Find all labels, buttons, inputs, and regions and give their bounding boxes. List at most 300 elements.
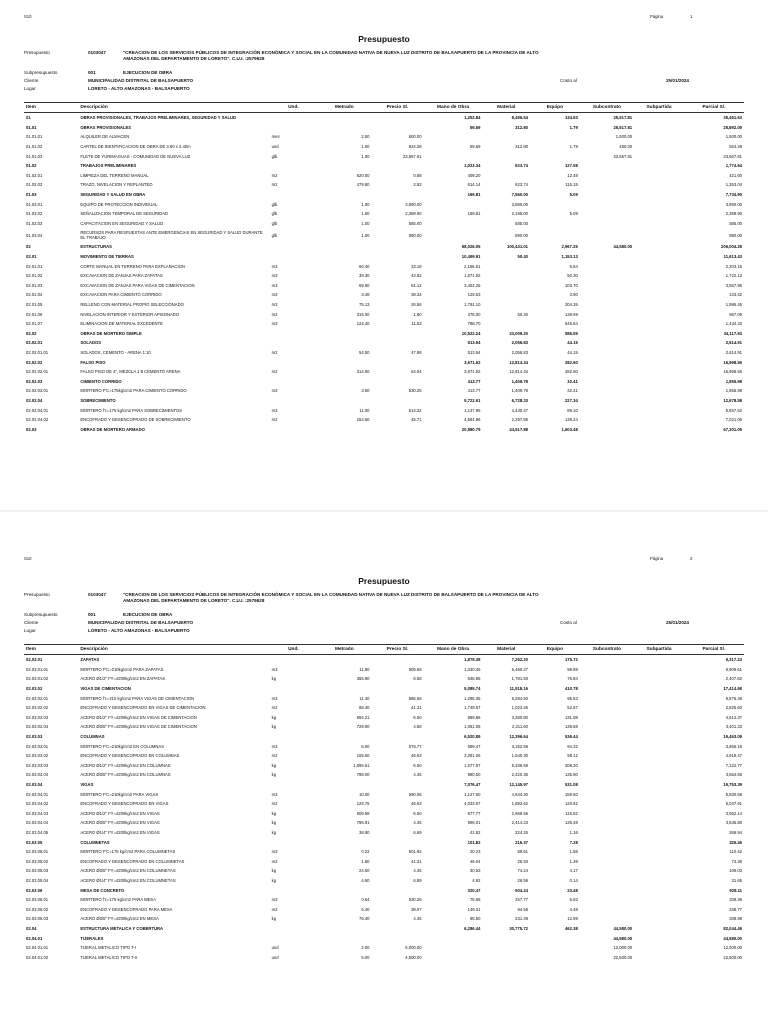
cell-pre: 501.92 — [408, 849, 422, 855]
cell-eq: 2,967.25 — [561, 244, 578, 250]
cell-par: 1,722.13 — [725, 273, 742, 279]
cell-met: 314.00 — [356, 369, 370, 375]
cell-desc: ZAPATAS — [80, 657, 100, 663]
cell-pre — [372, 655, 424, 665]
cell-sp — [634, 770, 684, 780]
cell-eq: 12.48 — [567, 172, 578, 178]
cell-und: und — [271, 954, 279, 960]
cell-mo: 413.77 — [467, 378, 481, 384]
cell-par: 3,865.18 — [725, 743, 742, 749]
cell-pre — [372, 424, 424, 434]
cell-mo: 95.50 — [469, 916, 481, 922]
cell-pre: 4.45 — [413, 820, 422, 826]
cell-item: 02.03.03 — [26, 734, 43, 740]
cell-eq: 76.84 — [567, 676, 578, 682]
cell-eq: 12.99 — [567, 916, 578, 922]
cell-mo: 1,252.84 — [464, 115, 481, 121]
cell-item: 02.03.01.01 — [26, 666, 49, 672]
cell-met: 0.22 — [361, 849, 370, 855]
cell-eq: 5.93 — [569, 897, 578, 903]
cell-par: 2,369.90 — [725, 211, 742, 217]
cell-pre — [372, 396, 424, 406]
costo-label: Costo al — [560, 78, 577, 83]
cell-und — [270, 190, 318, 200]
cell-sp — [634, 171, 684, 181]
cell-sp — [634, 895, 684, 905]
cell-item: 01.01.03 — [26, 153, 43, 159]
cell-met: 1.00 — [361, 220, 370, 226]
table-row — [24, 228, 744, 242]
cell-mat: 224.26 — [515, 829, 528, 835]
budget-code: 0103047 — [88, 50, 106, 55]
col-met: Metrado — [317, 645, 371, 655]
cell-mat — [482, 943, 530, 953]
cell-sp — [634, 328, 684, 338]
cell-met: 365.90 — [356, 676, 370, 682]
cell-sp — [634, 703, 684, 713]
cell-desc: CARTEL DE IDENTIFICACION DE OBRA DE 3.60 x 2.40m — [80, 144, 191, 150]
sub-code: 001 — [88, 70, 96, 75]
cell-met: 10.00 — [359, 791, 370, 797]
cliente-value: MUNICIPALIDAD DISTRITAL DE BALSAPUERTO — [88, 620, 194, 625]
cell-par: 7,122.77 — [725, 762, 742, 768]
table-row-subtotal — [24, 123, 744, 133]
cell-par: 11,613.43 — [723, 254, 742, 260]
cell-met — [317, 242, 371, 252]
cell-sp — [634, 219, 684, 229]
cell-item: 02.03.05.02 — [26, 858, 49, 864]
col-pre: Precio S/. — [372, 103, 424, 113]
table-row-subtotal — [24, 242, 744, 252]
cell-mat: 2,056.83 — [511, 340, 528, 346]
cell-mo: 2,196.51 — [464, 263, 481, 269]
cell-eq: 127.58 — [564, 163, 578, 169]
cell-eq: 6.64 — [569, 263, 578, 269]
cell-desc: SEÑALIZACION TEMPORAL DE SEGURIDAD — [80, 211, 169, 217]
cell-met: 1.00 — [361, 211, 370, 217]
cell-und: m3 — [271, 263, 278, 269]
cell-und: kg — [271, 762, 277, 768]
cell-pre: 4.68 — [413, 724, 422, 730]
cell-pre — [372, 837, 424, 847]
subpresupuesto-label: Subpresupuesto — [24, 70, 58, 75]
cell-mat: 12,814.34 — [509, 359, 528, 365]
table-row — [24, 309, 744, 319]
cell-eq: 89.10 — [567, 407, 578, 413]
cell-mo — [424, 943, 483, 953]
cell-eq: 115.82 — [565, 810, 578, 816]
cell-desc: MORTERO F'C=210kg/cm2 PARA VIGAS — [80, 791, 159, 797]
lugar-value: LORETO - ALTO AMAZONAS - BALSAPUERTO — [88, 86, 190, 91]
cell-sc — [580, 209, 634, 219]
table-row — [24, 828, 744, 838]
cell-pre — [372, 732, 424, 742]
cell-par: 74.36 — [731, 858, 742, 864]
cell-eq: 5.09 — [569, 192, 578, 198]
cell-pre: 4.45 — [413, 868, 422, 874]
cell-desc: SOBRECIMIENTO — [80, 397, 116, 403]
cell-item: 02.03.02.04 — [26, 724, 49, 730]
cell-met: 129.75 — [356, 801, 370, 807]
cell-pre — [372, 242, 424, 252]
cell-par: 34,117.93 — [723, 330, 742, 336]
cell-eq: 227.34 — [564, 397, 578, 403]
cell-sc — [580, 770, 634, 780]
table-row — [24, 300, 744, 310]
cell-pre: 530.25 — [408, 388, 422, 394]
cell-par: 12,678.58 — [723, 397, 742, 403]
cell-pre — [372, 684, 424, 694]
cell-pre — [372, 190, 424, 200]
cell-mo: 5,085.74 — [464, 686, 481, 692]
cell-eq: 1.16 — [569, 829, 578, 835]
cell-sc — [580, 837, 634, 847]
table-row — [24, 943, 744, 953]
cell-sp — [634, 348, 684, 358]
cell-und — [270, 924, 318, 934]
cell-sc — [580, 396, 634, 406]
cell-und: m2 — [271, 369, 278, 375]
cell-mo — [424, 952, 483, 962]
cell-met: 24.50 — [359, 868, 370, 874]
cell-met: 1.00 — [361, 232, 370, 238]
cell-par: 6,909.61 — [725, 666, 742, 672]
cell-par: 35,461.63 — [723, 115, 742, 121]
cell-sc — [580, 703, 634, 713]
cell-und: mes — [271, 134, 280, 140]
cell-und — [270, 242, 318, 252]
cell-desc: OBRAS DE MORTERO ARMADO — [80, 426, 145, 432]
cell-par: 16,968.56 — [723, 369, 742, 375]
cell-pre — [372, 113, 424, 123]
cell-sc — [580, 655, 634, 665]
cell-sc — [580, 665, 634, 675]
cell-desc: RELLENO CON MATERIAL PROPIO SELECCIONADO — [80, 301, 184, 307]
cliente-label: Cliente — [24, 620, 39, 625]
page-label: Página — [650, 14, 664, 19]
cell-sp — [634, 684, 684, 694]
cell-eq: 120.62 — [564, 801, 578, 807]
cell-sc — [580, 190, 634, 200]
cell-mat — [482, 290, 530, 300]
cell-sc: 450.00 — [619, 144, 633, 150]
table-row — [24, 799, 744, 809]
cell-met — [317, 424, 371, 434]
col-pre: Precio S/. — [372, 645, 424, 655]
cell-mat: 2,414.23 — [511, 820, 528, 826]
cell-desc: LIMPIEZA DEL TERRENO MANUAL — [80, 172, 149, 178]
cell-eq — [530, 199, 580, 209]
cell-sc — [580, 684, 634, 694]
col-desc: Descripción — [78, 645, 269, 655]
cell-sc — [580, 290, 634, 300]
cell-item: 02.03.04.04 — [26, 820, 49, 826]
cell-mat: 11,918.16 — [509, 686, 528, 692]
budget-table — [24, 644, 744, 962]
cell-par: 1,434.33 — [725, 321, 742, 327]
cell-sp — [634, 655, 684, 665]
table-row — [24, 818, 744, 828]
cell-met — [317, 933, 371, 943]
cell-sp — [634, 290, 684, 300]
cell-pre: 4.45 — [413, 916, 422, 922]
cell-desc: TIJERALES — [80, 935, 104, 941]
cell-mo: 20.23 — [469, 849, 481, 855]
cell-desc: TIJERAL METALICO TIPO T-II — [80, 954, 138, 960]
cell-sp — [634, 396, 684, 406]
cell-mo: 1,023.34 — [464, 163, 481, 169]
cell-item: 02.03.03.02 — [26, 753, 49, 759]
col-par: Parcial S/. — [684, 103, 744, 113]
cell-met — [317, 252, 371, 262]
cell-eq: 98.12 — [567, 753, 578, 759]
cell-item: 02.02.01 — [26, 340, 43, 346]
cell-und: m3 — [271, 743, 278, 749]
table-row — [24, 674, 744, 684]
cell-pre: 6.50 — [413, 762, 422, 768]
cell-met: 69.60 — [359, 282, 370, 288]
page-title: Presupuesto — [358, 34, 410, 44]
table-row-subtotal — [24, 885, 744, 895]
cell-und: glb — [271, 201, 278, 207]
cell-sp — [634, 933, 684, 943]
cell-sc — [580, 741, 634, 751]
cell-und: kg — [271, 916, 277, 922]
cell-desc: SEGURIDAD Y SALUD EN OBRA — [80, 192, 146, 198]
cell-par: 928.11 — [729, 887, 742, 893]
cell-eq: 645.64 — [564, 321, 578, 327]
cell-eq: 138.69 — [564, 311, 578, 317]
cell-par: 325.46 — [729, 839, 742, 845]
col-item: Item — [24, 645, 78, 655]
cell-sc — [580, 281, 634, 291]
cell-mat: 30,775.72 — [509, 925, 528, 931]
cell-item: 02.02.02 — [26, 359, 43, 365]
cell-und: m2 — [271, 858, 278, 864]
cell-pre: 578.77 — [408, 743, 422, 749]
cell-item: 02.04.01.02 — [26, 954, 49, 960]
cell-item: 01.03.02 — [26, 211, 43, 217]
cell-item: 01.01.02 — [26, 144, 43, 150]
cell-pre: 6.69 — [413, 829, 422, 835]
project-name: "CREACION DE LOS SERVICIOS PÚBLICOS DE INTEGRACIÓN ECONÓMICA Y SOCIAL EN LA COMUNIDAD NATIVA DE NUEVA LUZ DISTRITO DE BALSAPUERTO DE LA PROVINCIA DE ALTO AMAZONAS DEL DEPARTAMENTO DE LORETO". C.U.I. :2579628 — [123, 592, 539, 604]
cell-item: 02.03.02.01 — [26, 695, 49, 701]
cell-und — [270, 885, 318, 895]
cell-par: 1,500.00 — [725, 134, 742, 140]
cell-par: 339.36 — [729, 897, 742, 903]
cell-desc: OBRAS PROVISIONALES — [80, 124, 132, 130]
cell-mat: 12,396.64 — [509, 734, 528, 740]
cell-par: 2,614.91 — [725, 340, 742, 346]
cell-par: 266.94 — [729, 829, 742, 835]
cell-met — [317, 123, 371, 133]
cell-und: m3 — [271, 849, 278, 855]
cell-mat: 2,211.60 — [511, 724, 528, 730]
cell-und: m3 — [271, 292, 278, 298]
cell-met — [317, 885, 371, 895]
cell-und: kg — [271, 829, 277, 835]
cell-sc: 25,517.81 — [613, 115, 633, 121]
cell-par: 3,545.80 — [725, 820, 742, 826]
cell-desc: CIMIENTO CORRIDO — [80, 378, 122, 384]
cell-eq: 204.35 — [564, 301, 578, 307]
cell-par: 1,995.45 — [725, 301, 742, 307]
cell-pre: 890.00 — [408, 232, 422, 238]
cell-item: 02.01.07 — [26, 321, 43, 327]
cell-desc: FLETE DE YURIMAGUAS - COMUNIDAD DE NUEVA LUZ — [80, 153, 191, 159]
cell-pre: 600.00 — [408, 134, 422, 140]
cell-eq: 98.89 — [567, 666, 578, 672]
cell-mo: 4.92 — [472, 877, 481, 883]
cell-eq: 282.60 — [564, 359, 578, 365]
cell-mat — [482, 319, 530, 329]
table-row-subtotal — [24, 113, 744, 123]
cell-mo: 1,051.06 — [464, 724, 481, 730]
cell-eq: 462.38 — [564, 925, 578, 931]
table-row — [24, 132, 744, 142]
cell-sp — [634, 281, 684, 291]
cell-met: 1.00 — [361, 144, 370, 150]
table-row-subtotal — [24, 684, 744, 694]
cell-sc — [580, 856, 634, 866]
cell-par: 339.98 — [729, 916, 742, 922]
cell-mat — [482, 300, 530, 310]
cell-met — [317, 655, 371, 665]
cell-mat: 8,496.54 — [511, 115, 528, 121]
cell-item: 02.03.03.03 — [26, 762, 49, 768]
cell-pre: 3,890.00 — [405, 201, 422, 207]
table-row — [24, 415, 744, 425]
cell-mo: 6,520.89 — [464, 734, 481, 740]
cell-und: kg — [271, 772, 277, 778]
cell-sp — [634, 847, 684, 857]
cell-par: 5,930.68 — [725, 791, 742, 797]
cell-pre: 26.56 — [411, 301, 422, 307]
cell-und: m2 — [271, 182, 278, 188]
cell-item: 02.03.02 — [26, 686, 43, 692]
cell-sp — [634, 228, 684, 242]
table-row — [24, 952, 744, 962]
cell-desc: MORTERO f'c=210 kg/cm2 PARA VIGAS DE CIMENTACION — [80, 695, 195, 701]
table-row — [24, 290, 744, 300]
cell-pre — [372, 885, 424, 895]
cell-pre — [372, 924, 424, 934]
costo-label: Costo al — [560, 620, 577, 625]
cell-mo: 169.81 — [467, 192, 481, 198]
cell-item: 02.02 — [26, 330, 37, 336]
table-row — [24, 789, 744, 799]
cell-item: 02.03.04 — [26, 782, 43, 788]
cell-item: 02.01.01 — [26, 263, 43, 269]
table-row-subtotal — [24, 357, 744, 367]
cell-desc: ACERO Ø3/8" FY=4200kg/cm2 EN COLUMNETAS — [80, 868, 176, 874]
cell-item: 02.03.02.02 — [26, 705, 49, 711]
cell-par: 17,414.68 — [723, 686, 742, 692]
cell-eq — [530, 952, 580, 962]
cell-mo: 75.68 — [469, 897, 481, 903]
cell-desc: ENCOFRADO Y DESENCOFRADO EN VIGAS DE CIMENTACION — [80, 705, 206, 711]
cell-mat — [482, 952, 530, 962]
cell-pre — [372, 357, 424, 367]
cell-eq: 103.70 — [564, 282, 578, 288]
cell-sc — [580, 271, 634, 281]
cell-mat: 1,893.62 — [511, 801, 528, 807]
cell-pre: 1.80 — [413, 311, 422, 317]
cell-item: 02.03.04.05 — [26, 829, 49, 835]
table-body — [24, 113, 744, 435]
cell-desc: COLUMNETAS — [80, 839, 110, 845]
cell-met: 11.80 — [359, 666, 370, 672]
table-row — [24, 856, 744, 866]
cell-item: 02.03.06 — [26, 887, 43, 893]
cell-eq: 4.48 — [569, 906, 578, 912]
cell-und: glb — [271, 232, 278, 238]
col-mo: Mano de Obra — [424, 103, 483, 113]
cell-item: 01.03 — [26, 192, 37, 198]
cell-mo: 5,722.91 — [464, 397, 481, 403]
cell-sp — [634, 828, 684, 838]
cell-pre — [372, 328, 424, 338]
cell-sp — [634, 142, 684, 152]
cell-mo — [424, 199, 483, 209]
cell-item: 02.03.05.03 — [26, 868, 49, 874]
cell-mat: 504.24 — [515, 887, 528, 893]
col-eq: Equipo — [530, 103, 580, 113]
cell-mo: 1,749.67 — [464, 705, 481, 711]
cell-und: kg — [271, 868, 277, 874]
cell-mo: 320.47 — [467, 887, 481, 893]
cell-eq: 44.15 — [567, 349, 578, 355]
cell-sp — [634, 904, 684, 914]
project-name: "CREACION DE LOS SERVICIOS PÚBLICOS DE INTEGRACIÓN ECONÓMICA Y SOCIAL EN LA COMUNIDAD NATIVA DE NUEVA LUZ DISTRITO DE BALSAPUERTO DE LA PROVINCIA DE ALTO AMAZONAS DEL DEPARTAMENTO DE LORETO". C.U.I. :2579628 — [123, 50, 539, 62]
cell-mat: 94.58 — [517, 906, 528, 912]
cell-desc: ENCOFRADO Y DESENCOFRADO DE SOBRECIMIENTO — [80, 417, 191, 423]
table-header — [24, 645, 744, 655]
cell-par: 109.03 — [729, 868, 742, 874]
cell-par: 6,047.91 — [725, 801, 742, 807]
cell-mo: 1,295.35 — [464, 695, 481, 701]
cell-mo: 101.82 — [467, 839, 481, 845]
col-desc: Descripción — [78, 103, 269, 113]
cell-par: 6,675.38 — [725, 695, 742, 701]
cell-desc: ACERO Ø3/8" FY=4200kg/cm2 EN VIGAS DE CIMENTACION — [80, 724, 197, 730]
software-label: S10 — [24, 556, 32, 561]
col-met: Metrado — [317, 103, 371, 113]
table-row — [24, 895, 744, 905]
cell-pre: 4.45 — [413, 772, 422, 778]
cell-item: 02.02.04 — [26, 397, 43, 403]
cell-item: 02.01.05 — [26, 301, 43, 307]
table-row — [24, 386, 744, 396]
cell-eq: 536.44 — [564, 734, 578, 740]
cost-date: 25/01/2024 — [666, 620, 689, 625]
cell-met — [317, 780, 371, 790]
software-label: S10 — [24, 14, 32, 19]
cell-met: 0.64 — [361, 897, 370, 903]
cell-sp — [634, 722, 684, 732]
cell-sc — [580, 828, 634, 838]
cell-sc — [580, 219, 634, 229]
cell-met: 39.30 — [359, 273, 370, 279]
cell-mat: 74.24 — [517, 868, 528, 874]
cell-sp — [634, 367, 684, 377]
cell-par: 12,000.00 — [723, 945, 742, 951]
table-row — [24, 348, 744, 358]
cell-mo: 1,137.95 — [464, 407, 481, 413]
table-row — [24, 703, 744, 713]
cell-mat: 4,430.47 — [511, 407, 528, 413]
cell-par: 3,557.95 — [725, 282, 742, 288]
